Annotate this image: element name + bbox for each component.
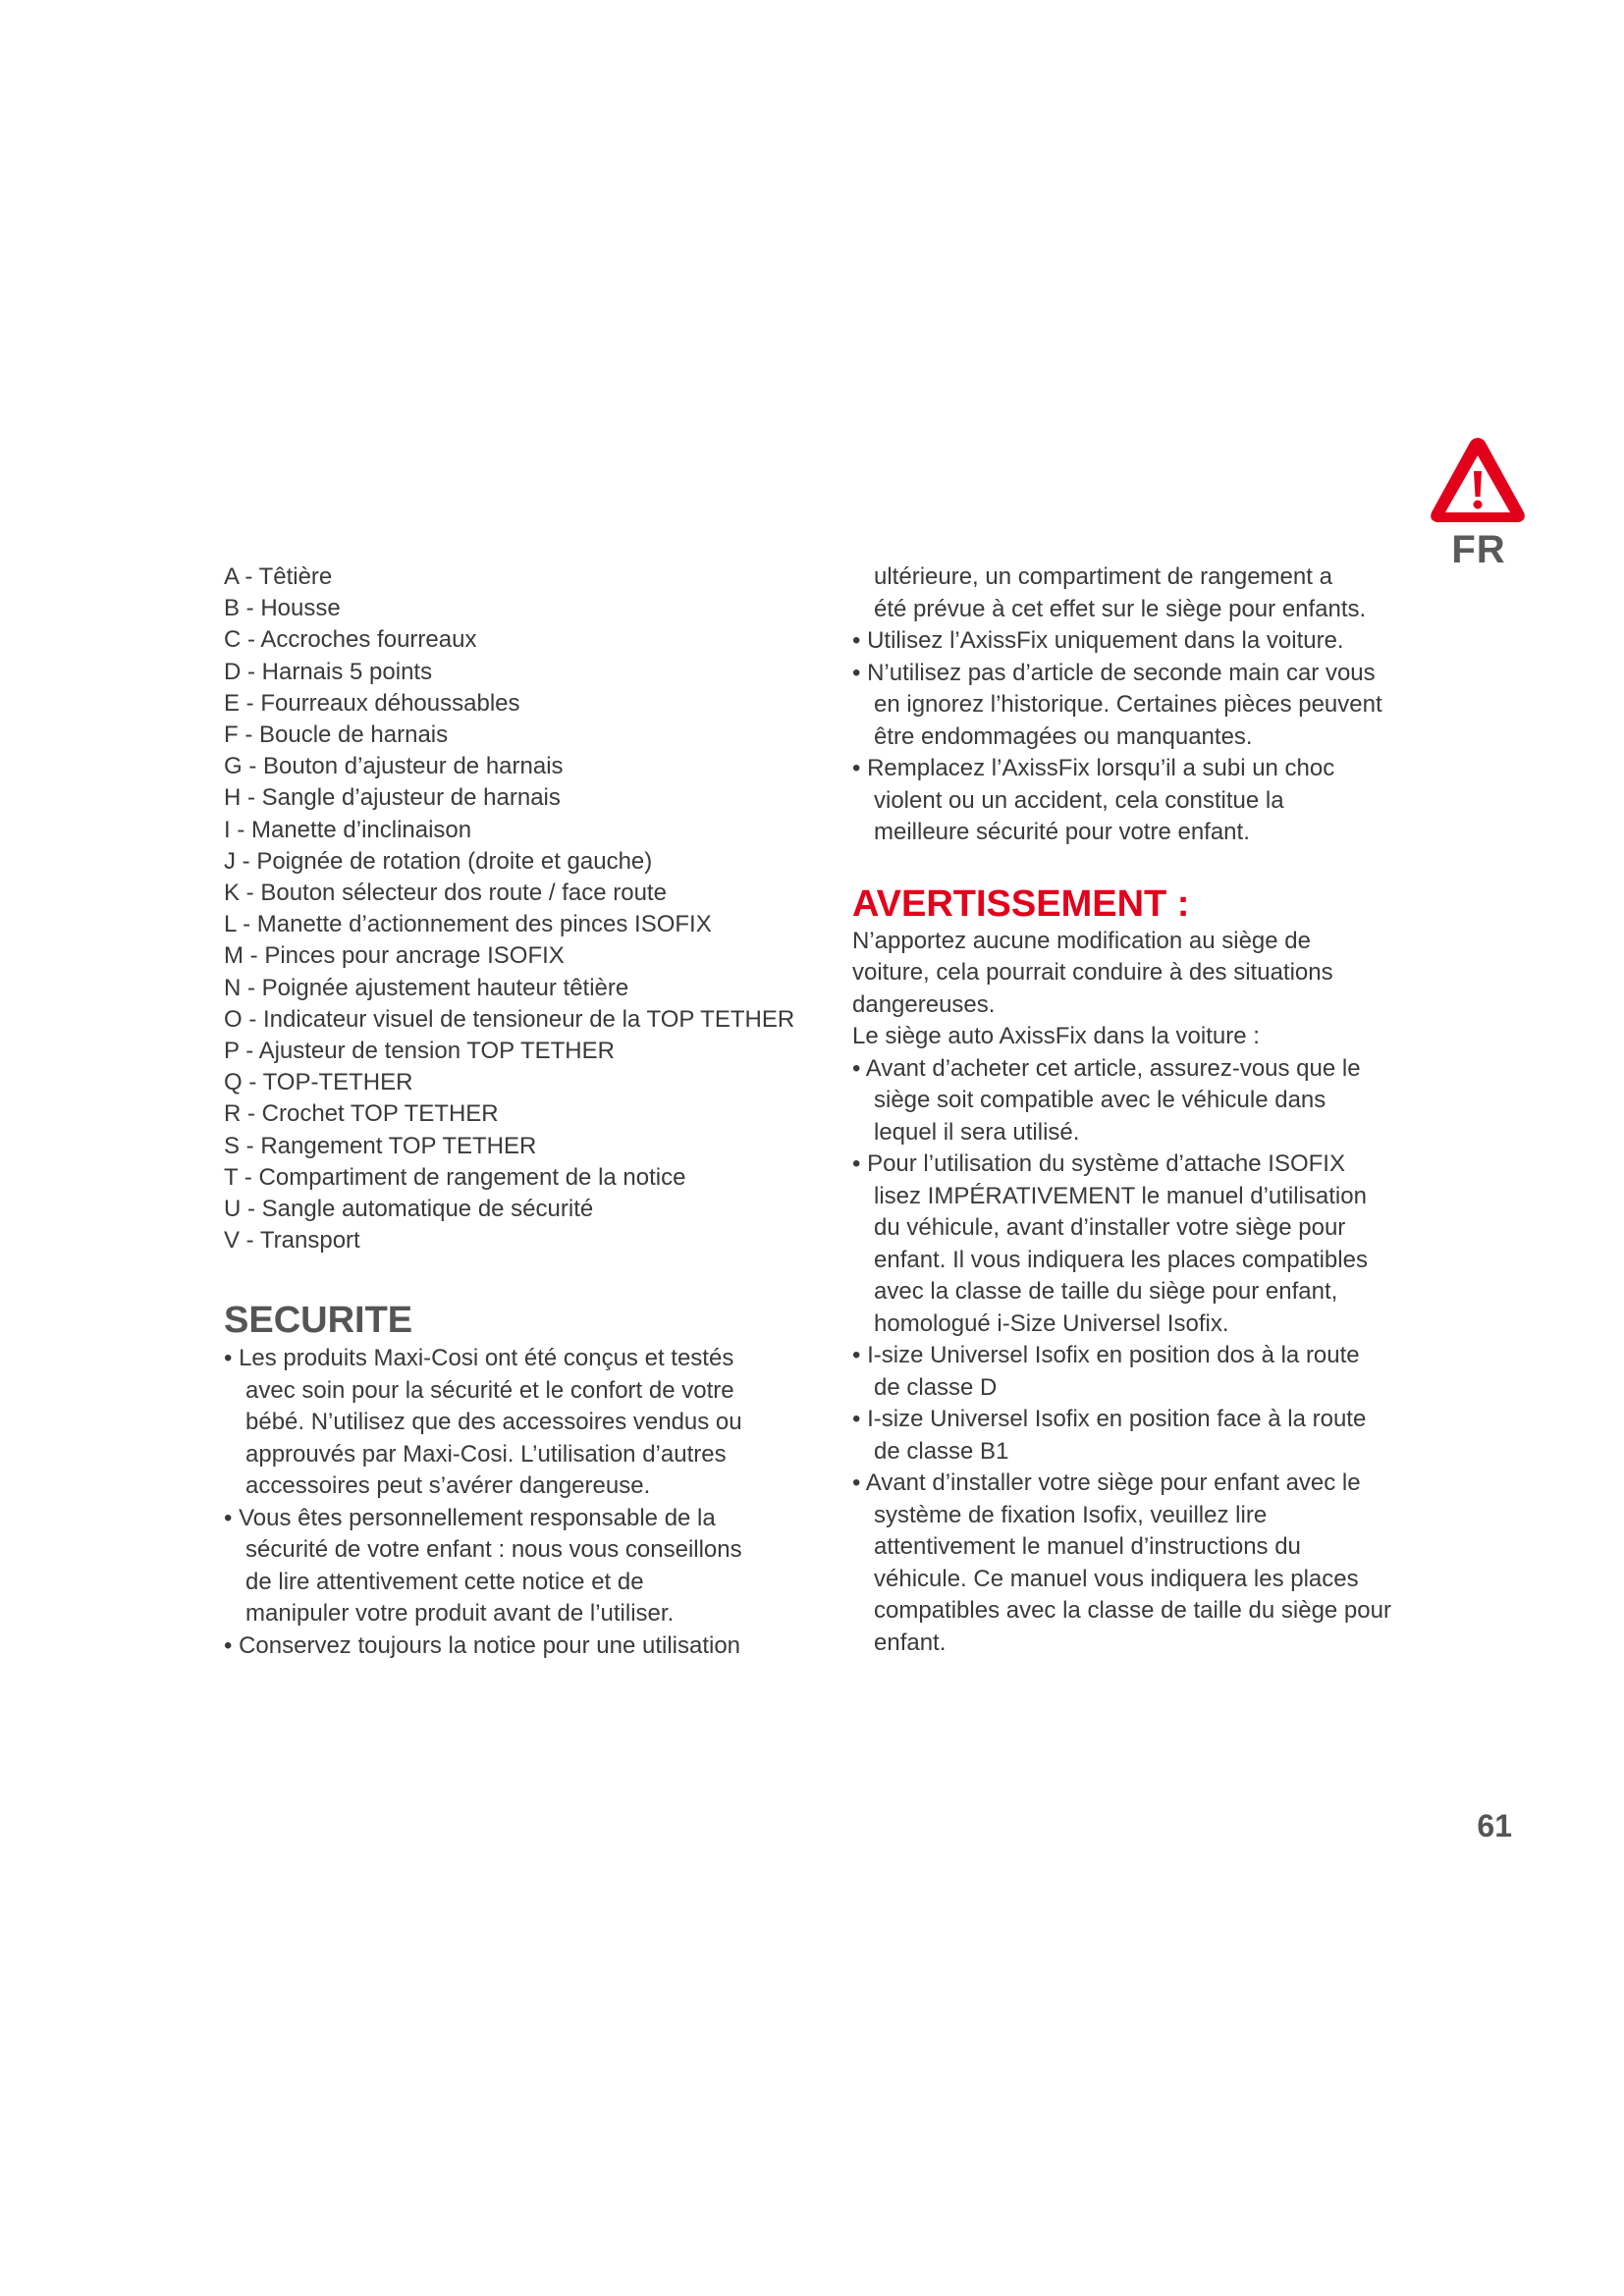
text-line: Le siège auto AxissFix dans la voiture : — [852, 1023, 1260, 1049]
text-line: avec la classe de taille du siège pour enfant, — [874, 1278, 1338, 1305]
legend-item: C - Accroches fourreaux — [224, 626, 477, 654]
text-line: être endommagées ou manquantes. — [874, 722, 1253, 750]
text-line: violent ou un accident, cela constitue la — [874, 786, 1284, 814]
legend-item: R - Crochet TOP TETHER — [224, 1100, 499, 1128]
text-line: • Remplacez l’AxissFix lorsqu’il a subi un choc — [852, 755, 1335, 781]
text-line: en ignorez l’historique. Certaines pièces peuvent — [874, 691, 1382, 718]
legend-item: B - Housse — [224, 595, 341, 622]
text-line: système de fixation Isofix, veuillez lire — [874, 1501, 1268, 1528]
text-line: • Conservez toujours la notice pour une utilisation — [224, 1631, 741, 1659]
legend-item: T - Compartiment de rangement de la notice — [224, 1163, 686, 1191]
parts-legend — [224, 561, 813, 1256]
text-line: de classe D — [874, 1373, 998, 1401]
text-line: • Les produits Maxi-Cosi ont été conçus et testés — [224, 1345, 734, 1372]
legend-item: G - Bouton d’ajusteur de harnais — [224, 753, 564, 780]
securite-item — [852, 658, 1441, 754]
securite-item — [224, 1630, 813, 1663]
page-number: 61 — [1477, 1808, 1512, 1843]
securite-list — [224, 1343, 813, 1662]
legend-item: S - Rangement TOP TETHER — [224, 1132, 537, 1159]
text-line: lisez IMPÉRATIVEMENT le manuel d’utilisation — [874, 1182, 1367, 1209]
right-column — [852, 561, 1441, 1659]
avertissement-title: AVERTISSEMENT : — [852, 882, 1190, 925]
text-line: • N’utilisez pas d’article de seconde main car vous — [852, 659, 1376, 686]
text-line: siège soit compatible avec le véhicule dans — [874, 1087, 1326, 1113]
text-line: • I-size Universel Isofix en position face à la route — [852, 1406, 1367, 1432]
left-column — [224, 561, 813, 1662]
text-line: de classe B1 — [874, 1437, 1009, 1465]
securite-item — [852, 625, 1441, 658]
text-line: • Utilisez l’AxissFix uniquement dans la voiture. — [852, 627, 1344, 654]
warning-triangle-icon — [1426, 432, 1530, 530]
legend-item: N - Poignée ajustement hauteur têtière — [224, 974, 629, 1001]
legend-item: K - Bouton sélecteur dos route / face route — [224, 880, 667, 907]
text-line: du véhicule, avant d’installer votre siège pour — [874, 1214, 1346, 1241]
avertissement-item — [852, 1404, 1441, 1468]
text-line: enfant. — [874, 1629, 947, 1656]
legend-item: H - Sangle d’ajusteur de harnais — [224, 784, 561, 812]
avertissement-item — [852, 1148, 1441, 1340]
text-line: enfant. Il vous indiquera les places compatibles — [874, 1246, 1368, 1273]
legend-item: F - Boucle de harnais — [224, 721, 449, 749]
legend-item: U - Sangle automatique de sécurité — [224, 1196, 594, 1223]
text-line: de lire attentivement cette notice et de — [245, 1568, 644, 1595]
avertissement-item — [852, 1053, 1441, 1149]
text-line: lequel il sera utilisé. — [874, 1118, 1080, 1146]
avertissement-list — [852, 1053, 1441, 1660]
securite-item — [224, 1503, 813, 1630]
legend-item: D - Harnais 5 points — [224, 658, 433, 685]
avertissement-item — [852, 1340, 1441, 1404]
text-line: dangereuses. — [852, 990, 996, 1018]
legend-item: M - Pinces pour ancrage ISOFIX — [224, 942, 565, 970]
avertissement-intro — [852, 926, 1441, 1053]
text-line: approuvés par Maxi-Cosi. L’utilisation d’autres — [245, 1440, 727, 1468]
text-line: accessoires peut s’avérer dangereuse. — [245, 1472, 651, 1500]
legend-item: Q - TOP-TETHER — [224, 1069, 413, 1096]
text-line: sécurité de votre enfant : nous vous conseillons — [245, 1536, 742, 1564]
text-line: • Vous êtes personnellement responsable de la — [224, 1504, 716, 1531]
text-line: N’apportez aucune modification au siège de — [852, 927, 1311, 954]
legend-item: I - Manette d’inclinaison — [224, 816, 472, 843]
text-line: manipuler votre produit avant de l’utiliser. — [245, 1600, 675, 1628]
text-line: • I-size Universel Isofix en position dos à la route — [852, 1342, 1360, 1368]
text-line: véhicule. Ce manuel vous indiquera les places — [874, 1565, 1359, 1592]
language-code: FR — [1451, 528, 1506, 571]
text-line: attentivement le manuel d’instructions du — [874, 1533, 1301, 1560]
text-line: • Pour l’utilisation du système d’attache ISOFIX — [852, 1150, 1345, 1177]
text-line: compatibles avec la classe de taille du siège pour — [874, 1597, 1391, 1624]
text-line: ultérieure, un compartiment de rangement a — [874, 563, 1332, 590]
avertissement-item — [852, 1468, 1441, 1659]
securite-item — [852, 753, 1441, 849]
legend-item: A - Têtière — [224, 563, 333, 590]
legend-item: V - Transport — [224, 1227, 360, 1255]
securite-title: SECURITE — [224, 1300, 413, 1342]
securite-item — [224, 1343, 813, 1503]
legend-item: J - Poignée de rotation (droite et gauche) — [224, 847, 653, 875]
text-line: meilleure sécurité pour votre enfant. — [874, 819, 1250, 845]
text-line: homologué i-Size Universel Isofix. — [874, 1309, 1229, 1337]
text-line: • Avant d’installer votre siège pour enfant avec le — [852, 1469, 1361, 1496]
legend-item: O - Indicateur visuel de tensioneur de la TOP TETHER — [224, 1005, 795, 1033]
text-line: • Avant d’acheter cet article, assurez-vous que le — [852, 1054, 1361, 1082]
legend-item: P - Ajusteur de tension TOP TETHER — [224, 1038, 615, 1065]
text-line: avec soin pour la sécurité et le confort de votre — [245, 1376, 734, 1404]
text-line: voiture, cela pourrait conduire à des situations — [852, 959, 1333, 986]
text-line: été prévue à cet effet sur le siège pour enfants. — [874, 595, 1367, 622]
legend-item: L - Manette d’actionnement des pinces ISOFIX — [224, 911, 712, 938]
legend-item: E - Fourreaux déhoussables — [224, 689, 520, 717]
securite-continuation — [852, 561, 1441, 625]
text-line: bébé. N’utilisez que des accessoires vendus ou — [245, 1409, 742, 1436]
